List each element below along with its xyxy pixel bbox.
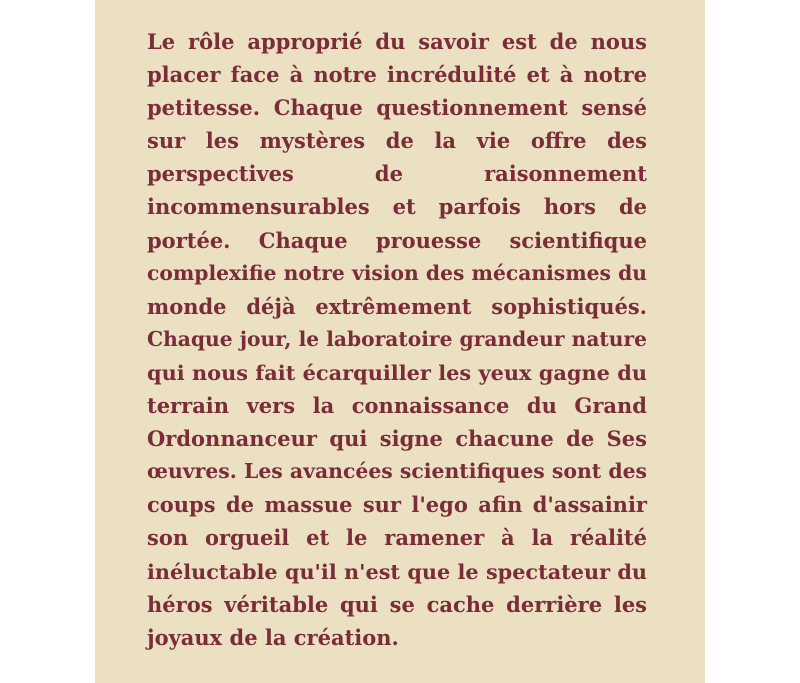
text-line: perspectives de raisonnement [147, 161, 647, 187]
text-line: incommensurables et parfois hors de [147, 194, 647, 220]
text-line: terrain vers la connaissance du Grand [147, 393, 647, 419]
text-line: sur les mystères de la vie offre des [147, 128, 647, 154]
text-line: son orgueil et le ramener à la réalité [147, 525, 647, 551]
text-line: petitesse. Chaque questionnement sensé [147, 95, 647, 121]
text-line: héros véritable qui se cache derrière les [147, 591, 647, 617]
text-line: Ordonnanceur qui signe chacune de Ses [147, 426, 647, 452]
text-line: monde déjà extrêmement sophistiqués. [147, 293, 647, 319]
text-line: Le rôle approprié du savoir est de nous [147, 29, 647, 54]
text-line: complexifie notre vision des mécanismes du [147, 260, 647, 285]
paragraph [147, 25, 647, 654]
text-line: qui nous fait écarquiller les yeux gagne du [147, 359, 647, 385]
text-line: Chaque jour, le laboratoire grandeur nature [147, 326, 647, 351]
text-line: inéluctable qu'il n'est que le spectateur du [147, 558, 647, 584]
text-line: coups de massue sur l'ego afin d'assainir [147, 492, 647, 518]
page [95, 0, 705, 683]
text-line: placer face à notre incrédulité et à notre [147, 62, 647, 88]
text-line: portée. Chaque prouesse scientifique [147, 227, 647, 253]
text-line: œuvres. Les avancées scientifiques sont des [147, 459, 647, 484]
text-line-last: joyaux de la création. [147, 624, 399, 650]
